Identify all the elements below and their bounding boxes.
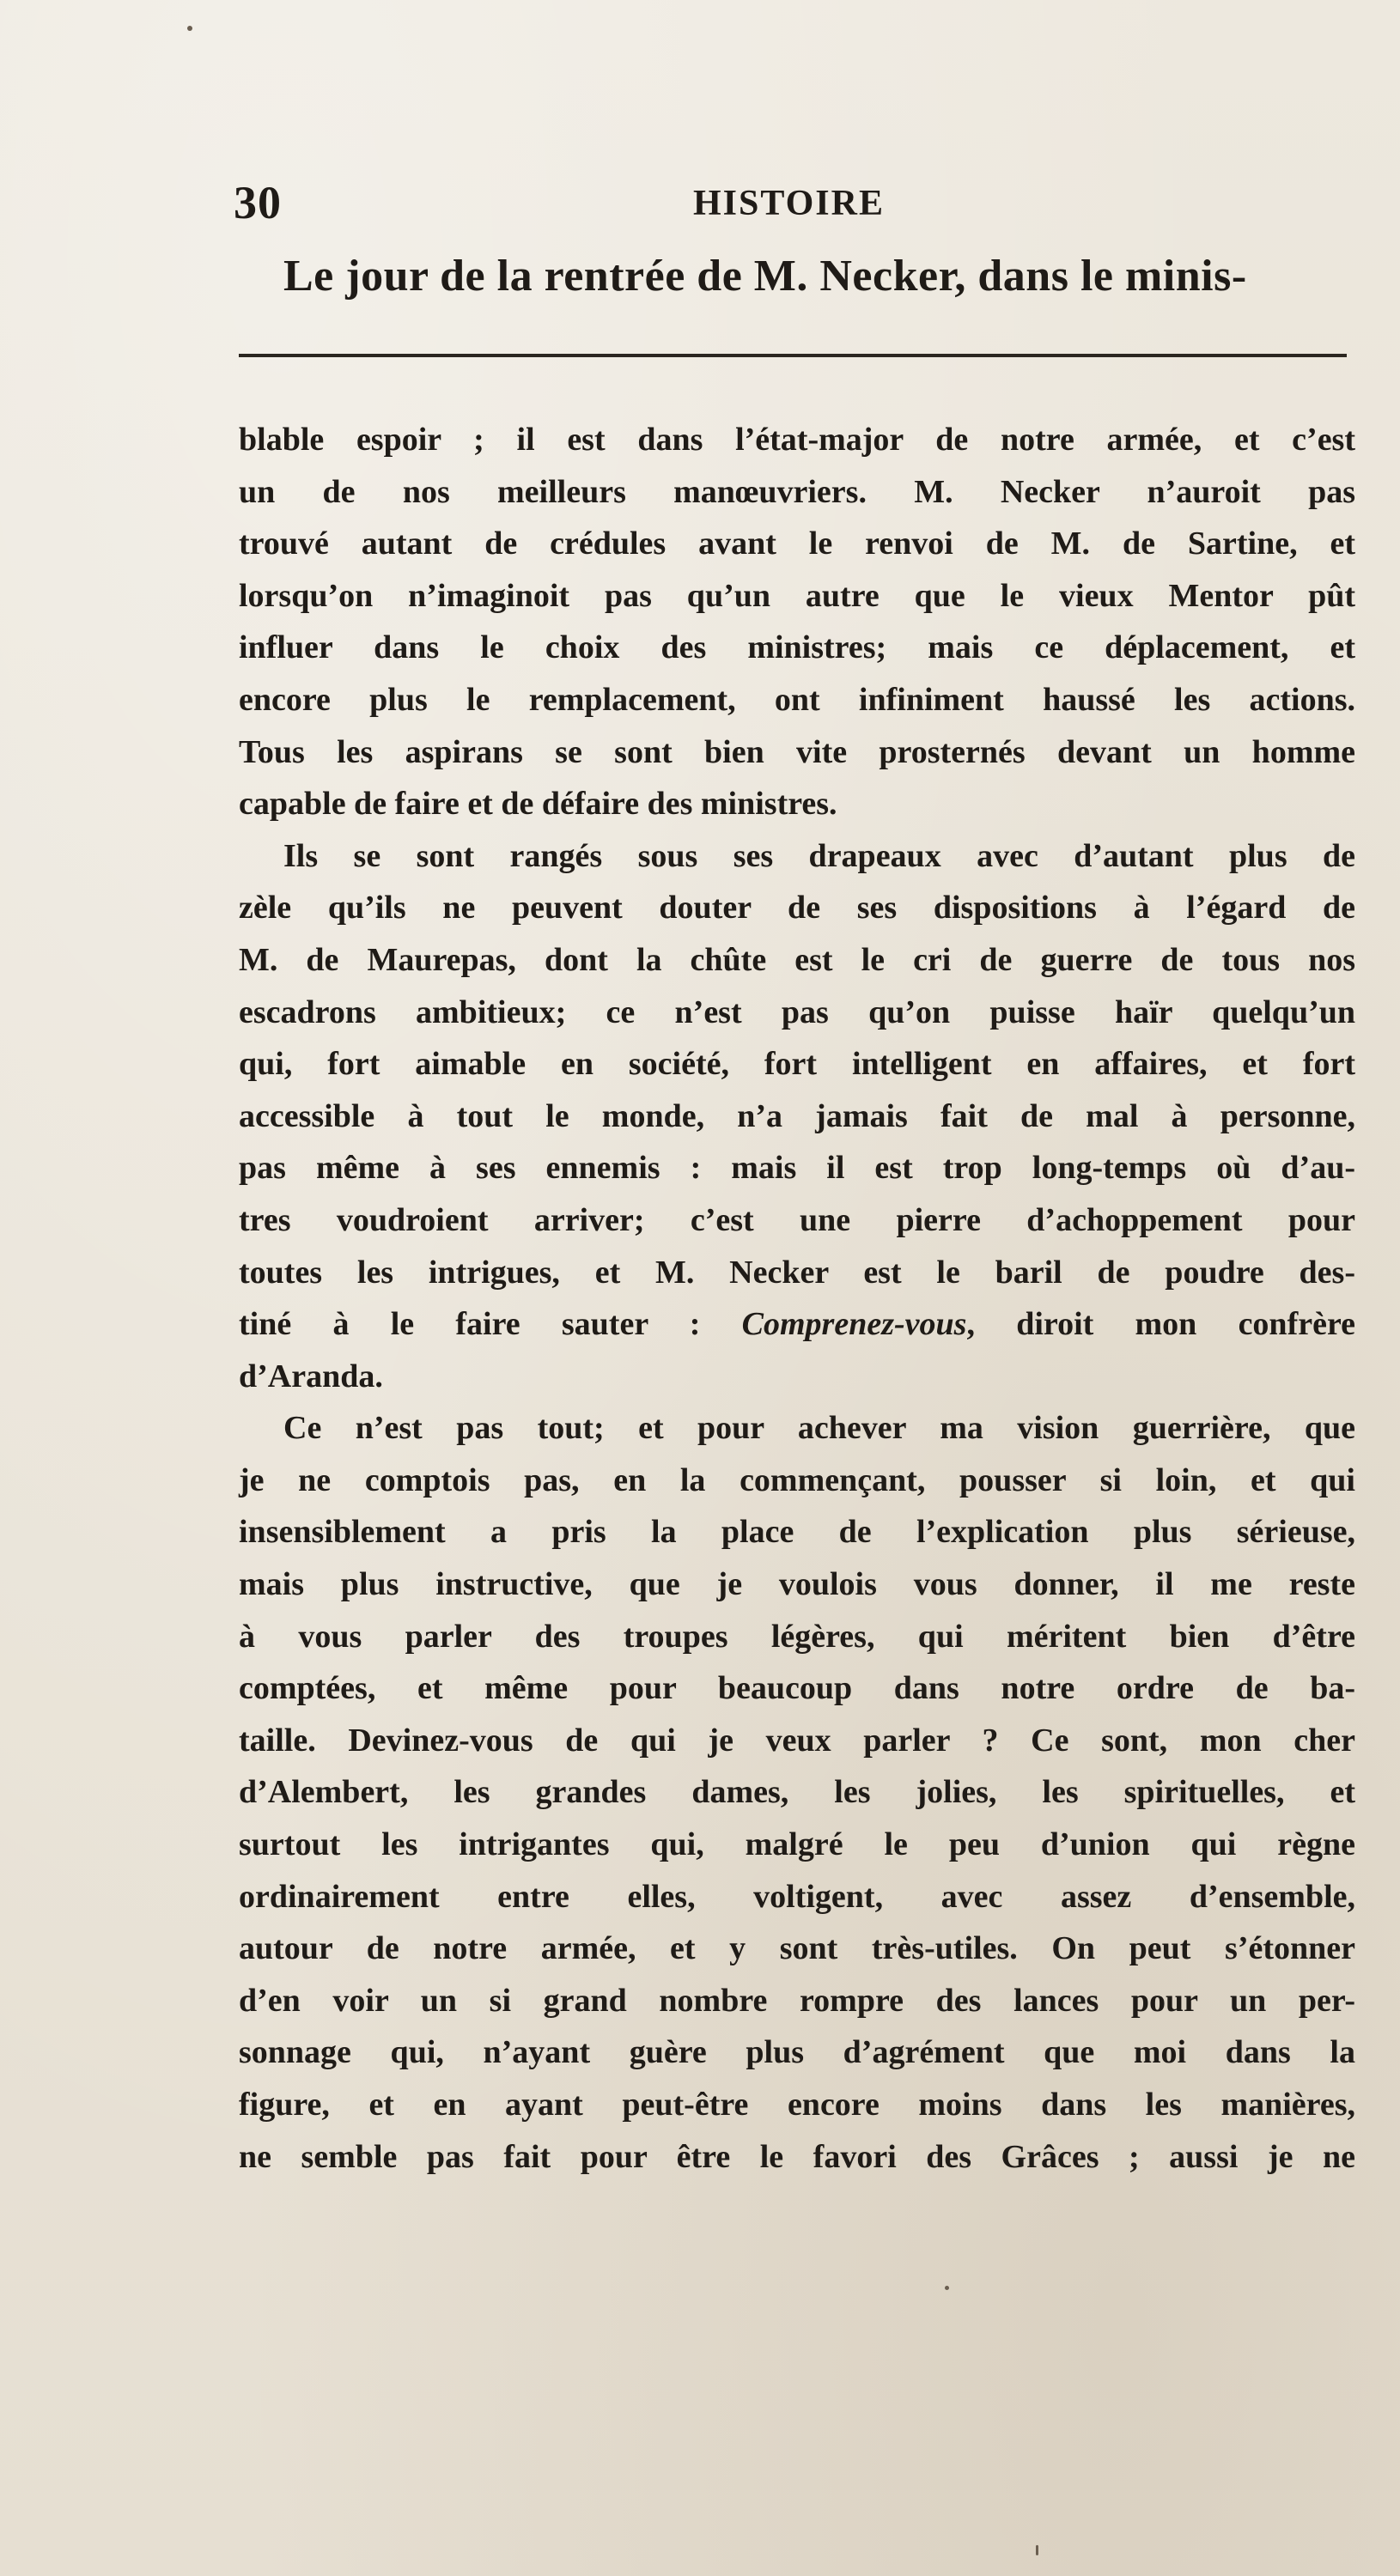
text-line: je ne comptois pas, en la commençant, pousser si loin, et qui <box>239 1461 1355 1498</box>
text-line-italic <box>239 1298 1355 1351</box>
page-number: 30 <box>234 177 282 228</box>
text-line: autour de notre armée, et y sont très-utiles. On peut s’étonner <box>239 1930 1355 1967</box>
text-line: M. de Maurepas, dont la chûte est le cri de guerre de tous nos <box>239 941 1355 978</box>
text-line: sonnage qui, n’ayant guère plus d’agrément que moi dans la <box>239 2034 1355 2071</box>
text-line: Ils se sont rangés sous ses drapeaux avec d’autant plus de <box>283 837 1355 874</box>
text-line: lorsqu’on n’imaginoit pas qu’un autre que le vieux Mentor pût <box>239 577 1355 614</box>
paragraph-3 <box>239 1402 1355 2183</box>
text-line: Tous les aspirans se sont bien vite prosternés devant un homme <box>239 733 1355 770</box>
running-head <box>234 176 1359 236</box>
text-line: zèle qu’ils ne peuvent douter de ses dispositions à l’égard de <box>239 890 1355 927</box>
text-line: d’en voir un si grand nombre rompre des lances pour un per- <box>239 1982 1355 2019</box>
text-line: influer dans le choix des ministres; mais ce déplacement, et <box>239 629 1355 666</box>
text-line: insensiblement a pris la place de l’explication plus sérieuse, <box>239 1514 1355 1551</box>
text-fragment: , diroit mon confrère <box>966 1306 1355 1343</box>
text-line: encore plus le remplacement, ont infiniment haussé les actions. <box>239 681 1355 718</box>
text-line: capable de faire et de défaire des ministres. <box>239 786 837 823</box>
paper-speck <box>945 2286 949 2290</box>
text-line: accessible à tout le monde, n’a jamais fait de mal à personne, <box>239 1097 1355 1134</box>
text-line: mais plus instructive, que je voulois vous donner, il me reste <box>239 1566 1355 1603</box>
text-line: taille. Devinez-vous de qui je veux parler ? Ce sont, mon cher <box>239 1722 1355 1759</box>
text-line: surtout les intrigantes qui, malgré le peu d’union qui règne <box>239 1826 1355 1863</box>
text-line: ordinairement entre elles, voltigent, avec assez d’ensemble, <box>239 1878 1355 1915</box>
text-line: d’Aranda. <box>239 1358 383 1394</box>
text-line: pas même à ses ennemis : mais il est trop long-temps où d’au- <box>239 1150 1355 1187</box>
text-line: escadrons ambitieux; ce n’est pas qu’on puisse haïr quelqu’un <box>239 993 1355 1030</box>
body-text <box>239 414 1355 2183</box>
chapter-headline: Le jour de la rentrée de M. Necker, dans le minis- <box>283 252 1247 301</box>
text-line: toutes les intrigues, et M. Necker est le baril de poudre des- <box>239 1254 1355 1291</box>
text-line: d’Alembert, les grandes dames, les jolies, les spirituelles, et <box>239 1774 1355 1811</box>
paragraph-1 <box>239 414 1355 830</box>
text-line: à vous parler des troupes légères, qui méritent bien d’être <box>239 1618 1355 1655</box>
paragraph-2 <box>239 830 1355 1403</box>
italic-phrase: Comprenez-vous <box>741 1306 967 1343</box>
text-line: un de nos meilleurs manœuvriers. M. Necker n’auroit pas <box>239 473 1355 510</box>
text-line: qui, fort aimable en société, fort intelligent en affaires, et fort <box>239 1046 1355 1083</box>
text-line: tres voudroient arriver; c’est une pierre d’achoppement pour <box>239 1201 1355 1238</box>
text-line: comptées, et même pour beaucoup dans notre ordre de ba- <box>239 1670 1355 1707</box>
header-rule <box>239 354 1347 357</box>
running-title: HISTOIRE <box>693 184 885 223</box>
text-line: ne semble pas fait pour être le favori des Grâces ; aussi je ne <box>239 2138 1355 2175</box>
text-fragment: tiné à le faire sauter : <box>239 1306 742 1343</box>
text-line: Ce n’est pas tout; et pour achever ma vision guerrière, que <box>283 1410 1355 1447</box>
text-line: figure, et en ayant peut-être encore moins dans les manières, <box>239 2087 1355 2123</box>
text-line: blable espoir ; il est dans l’état-major de notre armée, et c’est <box>239 422 1355 458</box>
text-line: trouvé autant de crédules avant le renvoi de M. de Sartine, et <box>239 526 1355 562</box>
paper-speck <box>187 26 192 31</box>
paper-speck <box>1036 2545 1038 2555</box>
